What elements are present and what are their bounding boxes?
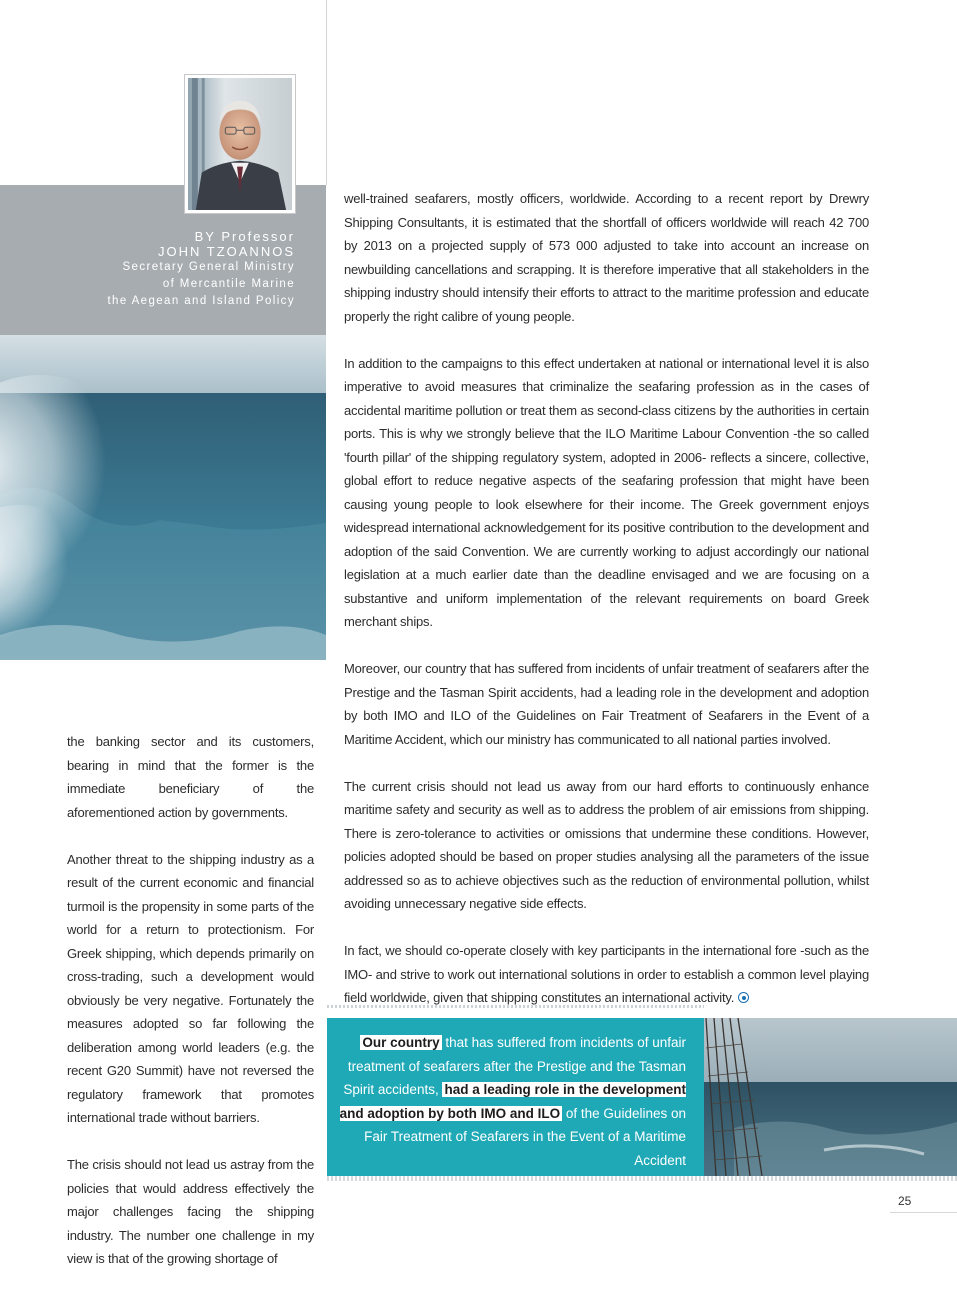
left-paragraph: The crisis should not lead us astray from the policies that would address effectively the major challenges facing the shipping industry. The number one challenge in my view is that of the growing shortage of — [67, 1157, 314, 1266]
article-end-icon — [738, 992, 749, 1003]
pull-quote-text — [334, 1031, 686, 1172]
author-title-line-2: of Mercantile Marine — [162, 278, 295, 290]
right-paragraph-last — [344, 939, 869, 1010]
right-paragraph: Moreover, our country that has suffered from incidents of unfair treatment of seafarers after the Prestige and the Tasman Spirit accidents, had a leading role in the development and adoption by both IMO and ILO of the Guidelines on Fair Treatment of Seafarers in the Event of a Maritime Accident, which our ministry has communicated to all national parties involved. — [344, 661, 869, 747]
top-vertical-rule — [326, 0, 327, 185]
author-title-line-3: the Aegean and Island Policy — [107, 295, 295, 307]
quote-text-segment: that has suffered from incidents of unfair treatment of seafarers after the Prestige and the Tasman Spirit accidents, — [343, 1035, 686, 1097]
author-title-line-1: Secretary General Ministry — [122, 261, 295, 273]
left-paragraph: the banking sector and its customers, bearing in mind that the former is the immediate beneficiary of the aforementioned action by governments. — [67, 734, 314, 820]
author-name: JOHN TZOANNOS — [158, 244, 295, 259]
right-paragraph: In addition to the campaigns to this effect undertaken at national or international level it is also imperative to avoid measures that criminalize the seafaring profession as in the cases of accidental maritime pollution or treat them as second-class citizens by the authorities in certain ports. This is why we strongly believe that the ILO Maritime Labour Convention -the so called 'fourth pillar' of the shipping regulatory system, adopted in 2006- reflects a sincere, collective, global effort to reduce negative aspects of the seafaring profession that might have been causing young people to look elsewhere for their income. The Greek government enjoys widespread international acknowledgement for its positive contribution to the development and adoption of the said Convention. We are currently working to adjust accordingly our national legislation at a much earlier date than the deadline envisaged and we are focusing on a substantive and uniform implementation of the relevant requirements on board Greek merchant ships. — [344, 355, 869, 629]
byline-prefix: BY Professor — [194, 229, 295, 244]
quote-text-segment: of the Guidelines on Fair Treatment of Seafarers in the Event of a Maritime Accident — [364, 1105, 686, 1168]
right-article-column — [344, 187, 869, 1033]
quote-highlight: had a leading role in the development and adoption by both IMO and ILO — [339, 1082, 686, 1121]
quote-highlight: Our country — [362, 1035, 440, 1050]
right-paragraph: The current crisis should not lead us away from our hard efforts to continuously enhance maritime safety and security as well as to address the problem of air emissions from shipping. There is zero-tolerance to activities or omissions that undermine these conditions. However, policies adopted should be based on proper studies analysing all the parameters of the issue addressed so as to achieve objectives such as the reduction of environmental pollution, whilst avoiding unnecessary negative side effects. — [344, 778, 869, 911]
ship-rigging-photo — [704, 1018, 957, 1176]
author-portrait — [184, 74, 296, 214]
page-number-rule — [890, 1212, 957, 1213]
left-article-column — [67, 730, 314, 1294]
pull-quote-top-rule — [327, 1005, 704, 1008]
sea-wave-photo — [0, 335, 326, 660]
page-number: 25 — [898, 1194, 912, 1208]
pull-quote-bottom-rule — [327, 1176, 957, 1181]
right-paragraph: well-trained seafarers, mostly officers, worldwide. According to a recent report by Drewry Shipping Consultants, it is estimated that the shortfall of officers worldwide will reach 42 700 by 2013 on a projected supply of 573 000 adjusted to take into account an increase on newbuilding cancellations and scrapping. It is therefore imperative that all stakeholders in the shipping industry should intensify their efforts to attract to the maritime profession and educate properly the right calibre of young people. — [344, 191, 869, 324]
last-paragraph-text: In fact, we should co-operate closely with key participants in the international fore -such as the IMO- and strive to work out international solutions in order to establish a common level playing field worldwide, given that shipping constitutes an international activity. — [344, 943, 869, 1005]
left-paragraph: Another threat to the shipping industry as a result of the current economic and financial turmoil is the propensity in some parts of the world for a return to protectionism. For Greek shipping, which depends primarily on cross-trading, such a development would obviously be very negative. Fortunately the measures adopted so far following the deliberation among world leaders (e.g. the recent G20 Summit) have not reversed the regulatory framework that promotes international trade without barriers. — [67, 851, 314, 1125]
